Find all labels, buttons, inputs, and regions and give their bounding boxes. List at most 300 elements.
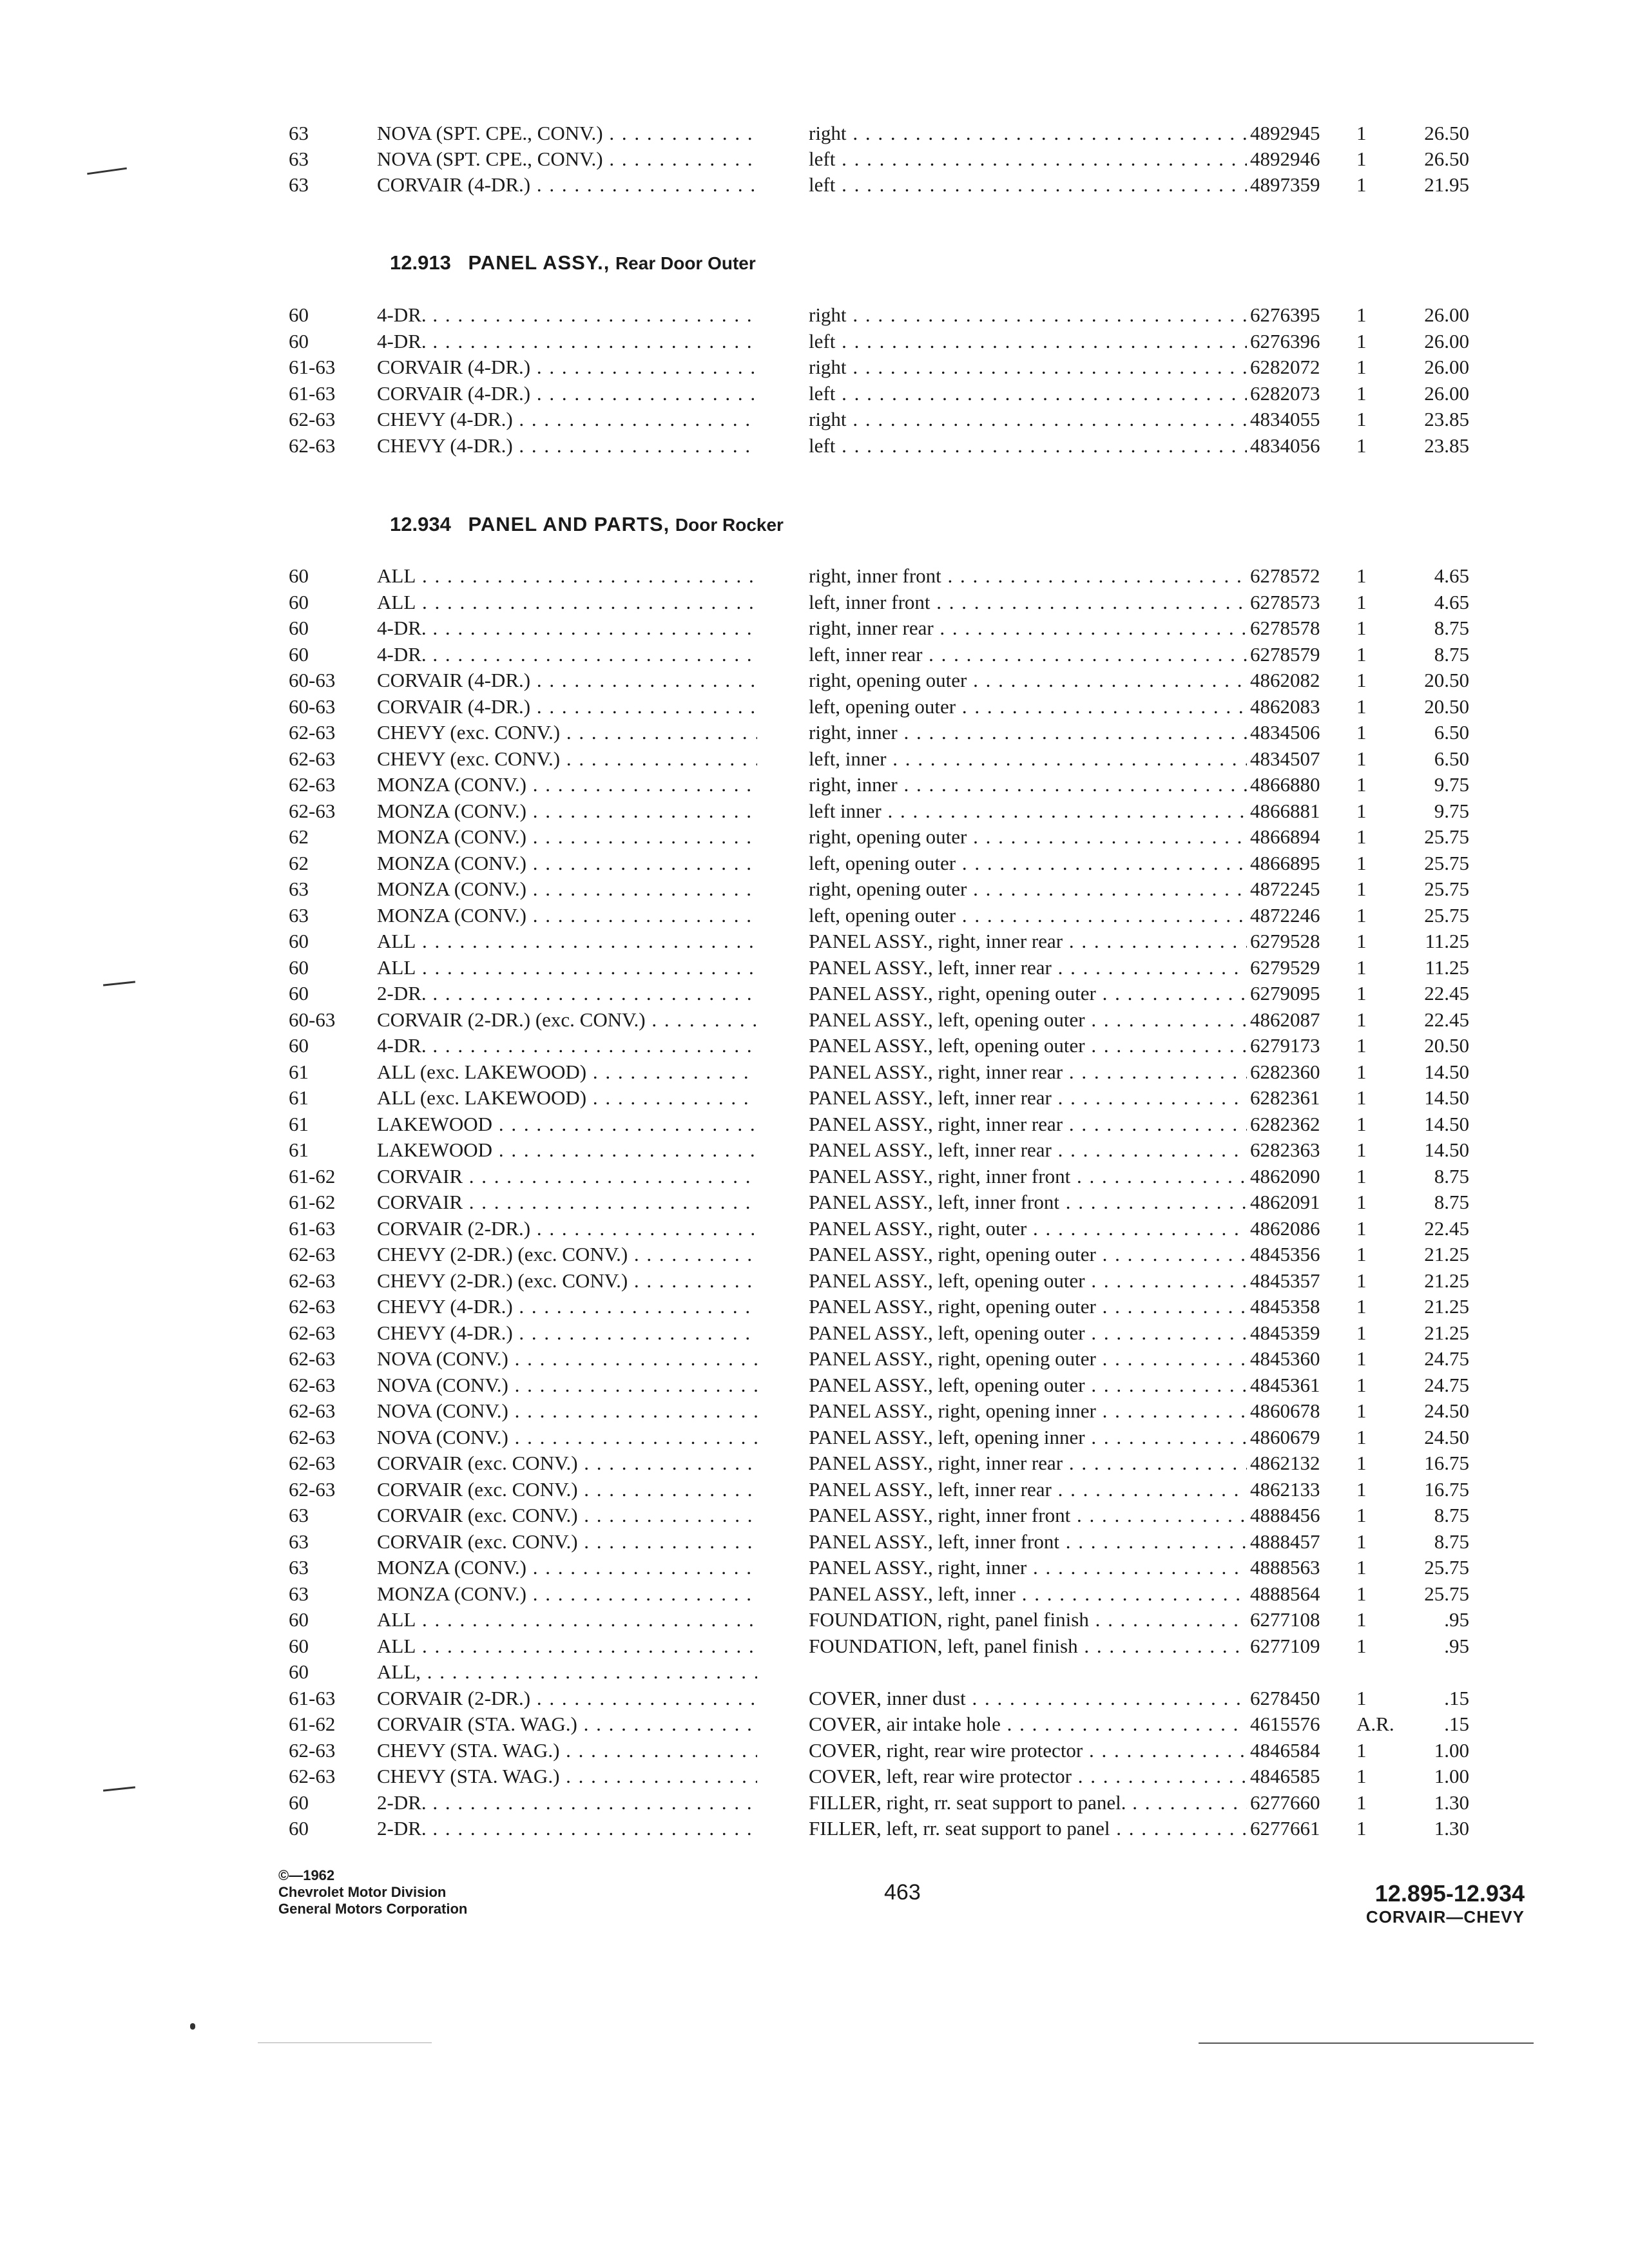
table-row xyxy=(0,563,1629,589)
year: 62-63 xyxy=(289,721,336,744)
model: CORVAIR (exc. CONV.) . . . xyxy=(377,1529,757,1555)
part-number: 4834506 xyxy=(1250,721,1320,744)
quantity: 1 xyxy=(1356,695,1367,718)
description: left, opening outer . . . xyxy=(809,850,1247,876)
table-row xyxy=(0,381,1629,407)
description: left inner . . . xyxy=(809,798,1247,824)
quantity: 1 xyxy=(1356,1765,1367,1787)
price: 14.50 xyxy=(1424,1139,1469,1161)
table-row xyxy=(0,1398,1629,1424)
description: left, inner . . . xyxy=(809,746,1247,772)
table-row xyxy=(0,1059,1629,1085)
price: 26.50 xyxy=(1424,122,1469,144)
part-number: 4846584 xyxy=(1250,1738,1320,1762)
quantity: 1 xyxy=(1356,303,1367,326)
part-number: 6282073 xyxy=(1250,381,1320,405)
model: CORVAIR (4-DR.) . . . xyxy=(377,354,757,380)
model: MONZA (CONV.) . . . xyxy=(377,903,757,928)
section-header-12-913 xyxy=(390,251,756,274)
price: 9.75 xyxy=(1434,773,1469,796)
table-row xyxy=(0,772,1629,798)
model: NOVA (SPT. CPE., CONV.) . . . xyxy=(377,146,757,172)
price: .95 xyxy=(1444,1608,1469,1631)
price: 8.75 xyxy=(1434,1530,1469,1553)
model: 4-DR. . . . xyxy=(377,329,757,354)
quantity: 1 xyxy=(1356,1060,1367,1083)
year: 63 xyxy=(289,1530,309,1553)
table-row xyxy=(0,433,1629,459)
table-row xyxy=(0,1607,1629,1633)
part-number: 6278573 xyxy=(1250,590,1320,613)
part-number: 4892945 xyxy=(1250,122,1320,144)
table-row xyxy=(0,903,1629,928)
part-number: 4862083 xyxy=(1250,695,1320,718)
description: PANEL ASSY., right, opening outer . . . xyxy=(809,981,1247,1006)
table-row xyxy=(0,1137,1629,1163)
table-row xyxy=(0,329,1629,354)
quantity: 1 xyxy=(1356,642,1367,666)
price: 4.65 xyxy=(1434,564,1469,587)
description: right . . . xyxy=(809,354,1247,380)
quantity: 1 xyxy=(1356,1530,1367,1553)
price: 1.00 xyxy=(1434,1738,1469,1762)
part-number: 6278579 xyxy=(1250,642,1320,666)
quantity: 1 xyxy=(1356,1191,1367,1213)
year: 63 xyxy=(289,903,309,927)
table-row xyxy=(0,1763,1629,1789)
part-number: 6279528 xyxy=(1250,930,1320,952)
table-row xyxy=(0,1711,1629,1737)
price: 8.75 xyxy=(1434,1504,1469,1526)
part-number: 4845358 xyxy=(1250,1295,1320,1318)
table-row xyxy=(0,955,1629,981)
description: left, inner front . . . xyxy=(809,590,1247,615)
description: PANEL ASSY., right, opening outer . . . xyxy=(809,1346,1247,1372)
year: 63 xyxy=(289,1556,309,1579)
quantity: 1 xyxy=(1356,1008,1367,1031)
description: right . . . xyxy=(809,407,1247,432)
description: FILLER, right, rr. seat support to panel. . . . xyxy=(809,1790,1247,1816)
year: 62-63 xyxy=(289,773,336,796)
description: left . . . xyxy=(809,146,1247,172)
table-row xyxy=(0,1581,1629,1607)
quantity: 1 xyxy=(1356,173,1367,196)
price: 6.50 xyxy=(1434,721,1469,744)
price: 14.50 xyxy=(1424,1060,1469,1083)
year: 60 xyxy=(289,329,309,352)
model: CHEVY (exc. CONV.) . . . xyxy=(377,746,757,772)
quantity: 1 xyxy=(1356,1112,1367,1135)
price: .15 xyxy=(1444,1686,1469,1709)
quantity: 1 xyxy=(1356,1582,1367,1605)
part-number: 4860679 xyxy=(1250,1425,1320,1448)
year: 61 xyxy=(289,1060,309,1083)
quantity: 1 xyxy=(1356,1216,1367,1240)
year: 60 xyxy=(289,590,309,613)
model: NOVA (CONV.) . . . xyxy=(377,1425,757,1450)
part-number: 4845357 xyxy=(1250,1269,1320,1292)
part-number: 4897359 xyxy=(1250,173,1320,196)
description: PANEL ASSY., left, inner . . . xyxy=(809,1581,1247,1607)
quantity: 1 xyxy=(1356,1452,1367,1474)
price: 21.95 xyxy=(1424,173,1469,196)
description: PANEL ASSY., left, inner front . . . xyxy=(809,1529,1247,1555)
model: CORVAIR . . . xyxy=(377,1189,757,1215)
copyright: ©—1962 xyxy=(278,1867,335,1883)
year: 61-63 xyxy=(289,1216,336,1240)
price: 24.75 xyxy=(1424,1373,1469,1396)
quantity: 1 xyxy=(1356,356,1367,378)
quantity: 1 xyxy=(1356,1086,1367,1109)
price: 23.85 xyxy=(1424,434,1469,457)
year: 63 xyxy=(289,1504,309,1526)
quantity: 1 xyxy=(1356,1791,1367,1814)
model: NOVA (CONV.) . . . xyxy=(377,1398,757,1424)
part-number: 4862090 xyxy=(1250,1164,1320,1187)
year: 63 xyxy=(289,1582,309,1605)
model: MONZA (CONV.) . . . xyxy=(377,1581,757,1607)
quantity: 1 xyxy=(1356,1243,1367,1265)
model: ALL . . . xyxy=(377,590,757,615)
year: 60 xyxy=(289,1791,309,1814)
part-number: 6277661 xyxy=(1250,1817,1320,1840)
table-row xyxy=(0,1372,1629,1398)
table-row xyxy=(0,850,1629,876)
part-number: 4888564 xyxy=(1250,1582,1320,1605)
quantity: 1 xyxy=(1356,930,1367,952)
price: 26.00 xyxy=(1424,303,1469,326)
part-number: 4862086 xyxy=(1250,1216,1320,1240)
quantity: 1 xyxy=(1356,329,1367,352)
description: PANEL ASSY., right, opening outer . . . xyxy=(809,1294,1247,1320)
quantity: 1 xyxy=(1356,747,1367,770)
part-number: 4846585 xyxy=(1250,1765,1320,1787)
table-row xyxy=(0,120,1629,146)
quantity: 1 xyxy=(1356,1399,1367,1422)
price: 25.75 xyxy=(1424,851,1469,874)
quantity: 1 xyxy=(1356,773,1367,796)
quantity: 1 xyxy=(1356,1347,1367,1370)
table-row xyxy=(0,981,1629,1006)
table-row xyxy=(0,1268,1629,1294)
price: 24.75 xyxy=(1424,1347,1469,1370)
year: 62 xyxy=(289,851,309,874)
quantity: 1 xyxy=(1356,1608,1367,1631)
year: 60 xyxy=(289,1660,309,1683)
part-number: 4872246 xyxy=(1250,903,1320,927)
year: 60 xyxy=(289,1817,309,1840)
part-number: 6276395 xyxy=(1250,303,1320,326)
part-number: 4862132 xyxy=(1250,1452,1320,1474)
description: right . . . xyxy=(809,302,1247,328)
year: 61 xyxy=(289,1086,309,1109)
price: 8.75 xyxy=(1434,617,1469,639)
page-number: 463 xyxy=(884,1880,921,1905)
quantity: 1 xyxy=(1356,1634,1367,1657)
description: left, inner rear . . . xyxy=(809,642,1247,668)
description: PANEL ASSY., left, inner rear . . . xyxy=(809,1137,1247,1163)
model: CHEVY (2-DR.) (exc. CONV.) . . . xyxy=(377,1268,757,1294)
price: 16.75 xyxy=(1424,1477,1469,1501)
part-number: 4862133 xyxy=(1250,1477,1320,1501)
model-range: CORVAIR—CHEVY xyxy=(1365,1907,1525,1927)
model: ALL . . . xyxy=(377,563,757,589)
table-row xyxy=(0,746,1629,772)
description: PANEL ASSY., right, inner . . . xyxy=(809,1555,1247,1581)
part-number: 4834507 xyxy=(1250,747,1320,770)
description: left, opening outer . . . xyxy=(809,903,1247,928)
year: 61 xyxy=(289,1112,309,1135)
price: 26.00 xyxy=(1424,329,1469,352)
price: 22.45 xyxy=(1424,982,1469,1004)
part-number: 4862082 xyxy=(1250,669,1320,691)
footer-publisher xyxy=(278,1867,467,1917)
description: PANEL ASSY., right, inner rear . . . xyxy=(809,1450,1247,1476)
description: PANEL ASSY., right, inner rear . . . xyxy=(809,1059,1247,1085)
table-row xyxy=(0,354,1629,380)
year: 63 xyxy=(289,878,309,900)
part-number: 4892946 xyxy=(1250,148,1320,170)
description: right, opening outer . . . xyxy=(809,876,1247,902)
model: MONZA (CONV.) . . . xyxy=(377,798,757,824)
part-number: 6282363 xyxy=(1250,1139,1320,1161)
model: CHEVY (STA. WAG.) . . . xyxy=(377,1763,757,1789)
model: MONZA (CONV.) . . . xyxy=(377,876,757,902)
price: 26.00 xyxy=(1424,381,1469,405)
price: 8.75 xyxy=(1434,642,1469,666)
year: 62-63 xyxy=(289,1452,336,1474)
model: 4-DR. . . . xyxy=(377,642,757,668)
model: 2-DR. . . . xyxy=(377,1790,757,1816)
part-number: 6277660 xyxy=(1250,1791,1320,1814)
year: 63 xyxy=(289,173,309,196)
year: 62-63 xyxy=(289,1269,336,1292)
model: ALL, . . . xyxy=(377,1659,757,1685)
quantity: 1 xyxy=(1356,669,1367,691)
table-row xyxy=(0,1111,1629,1137)
model: ALL . . . xyxy=(377,928,757,954)
part-number: 4845361 xyxy=(1250,1373,1320,1396)
part-number: 4872245 xyxy=(1250,878,1320,900)
part-number: 4615576 xyxy=(1250,1713,1320,1735)
model: CORVAIR (2-DR.) (exc. CONV.) . . . xyxy=(377,1007,757,1033)
quantity: 1 xyxy=(1356,956,1367,979)
price: 26.00 xyxy=(1424,356,1469,378)
table-row xyxy=(0,1294,1629,1320)
model: 4-DR. . . . xyxy=(377,1033,757,1059)
year: 61-63 xyxy=(289,1686,336,1709)
part-number: 4860678 xyxy=(1250,1399,1320,1422)
part-number: 4834055 xyxy=(1250,408,1320,430)
price: 25.75 xyxy=(1424,1582,1469,1605)
year: 62-63 xyxy=(289,747,336,770)
price: 1.00 xyxy=(1434,1765,1469,1787)
part-number: 4845360 xyxy=(1250,1347,1320,1370)
model: CHEVY (4-DR.) . . . xyxy=(377,407,757,432)
footer-range xyxy=(1366,1880,1525,1927)
table-row xyxy=(0,302,1629,328)
year: 62-63 xyxy=(289,434,336,457)
part-number: 4845356 xyxy=(1250,1243,1320,1265)
quantity: 1 xyxy=(1356,1738,1367,1762)
model: CORVAIR (4-DR.) . . . xyxy=(377,381,757,407)
description: FOUNDATION, left, panel finish . . . xyxy=(809,1633,1247,1659)
part-number: 4888456 xyxy=(1250,1504,1320,1526)
part-number: 4888563 xyxy=(1250,1556,1320,1579)
quantity: 1 xyxy=(1356,851,1367,874)
model: ALL . . . xyxy=(377,1633,757,1659)
part-number: 4866880 xyxy=(1250,773,1320,796)
part-number: 4845359 xyxy=(1250,1321,1320,1344)
quantity: 1 xyxy=(1356,878,1367,900)
table-row xyxy=(0,1529,1629,1555)
description: COVER, air intake hole . . . xyxy=(809,1711,1247,1737)
description: PANEL ASSY., left, inner rear . . . xyxy=(809,1085,1247,1111)
table-row xyxy=(0,1738,1629,1763)
description: FOUNDATION, right, panel finish . . . xyxy=(809,1607,1247,1633)
description: left . . . xyxy=(809,172,1247,198)
table-row xyxy=(0,615,1629,641)
quantity: 1 xyxy=(1356,1373,1367,1396)
year: 61-63 xyxy=(289,381,336,405)
price: 1.30 xyxy=(1434,1791,1469,1814)
part-number: 4862091 xyxy=(1250,1191,1320,1213)
model: CHEVY (2-DR.) (exc. CONV.) . . . xyxy=(377,1242,757,1267)
year: 60 xyxy=(289,930,309,952)
table-row xyxy=(0,1503,1629,1528)
model: MONZA (CONV.) . . . xyxy=(377,772,757,798)
description: PANEL ASSY., left, opening outer . . . xyxy=(809,1372,1247,1398)
quantity: 1 xyxy=(1356,825,1367,848)
quantity: 1 xyxy=(1356,1556,1367,1579)
description: PANEL ASSY., right, inner front . . . xyxy=(809,1164,1247,1189)
table-row xyxy=(0,1659,1629,1685)
model: 4-DR. . . . xyxy=(377,615,757,641)
description: PANEL ASSY., left, inner rear . . . xyxy=(809,955,1247,981)
part-number: 6278572 xyxy=(1250,564,1320,587)
year: 62 xyxy=(289,825,309,848)
part-number: 6278578 xyxy=(1250,617,1320,639)
part-number: 6278450 xyxy=(1250,1686,1320,1709)
model: MONZA (CONV.) . . . xyxy=(377,824,757,850)
table-row xyxy=(0,1450,1629,1476)
table-row xyxy=(0,694,1629,720)
model: ALL . . . xyxy=(377,955,757,981)
price: 20.50 xyxy=(1424,695,1469,718)
quantity: 1 xyxy=(1356,903,1367,927)
table-row xyxy=(0,1633,1629,1659)
price: 6.50 xyxy=(1434,747,1469,770)
scan-dot xyxy=(190,2023,195,2030)
quantity: 1 xyxy=(1356,564,1367,587)
description: PANEL ASSY., right, inner rear . . . xyxy=(809,928,1247,954)
quantity: 1 xyxy=(1356,1034,1367,1057)
quantity: 1 xyxy=(1356,982,1367,1004)
part-number: 6282362 xyxy=(1250,1112,1320,1135)
year: 63 xyxy=(289,148,309,170)
corporation: General Motors Corporation xyxy=(278,1901,468,1917)
model: ALL (exc. LAKEWOOD) . . . xyxy=(377,1059,757,1085)
price: .95 xyxy=(1444,1634,1469,1657)
model: LAKEWOOD . . . xyxy=(377,1111,757,1137)
quantity: 1 xyxy=(1356,1504,1367,1526)
description: PANEL ASSY., left, inner rear . . . xyxy=(809,1477,1247,1503)
model: ALL . . . xyxy=(377,1607,757,1633)
section-label: PANEL ASSY., xyxy=(468,251,610,274)
description: PANEL ASSY., left, opening outer . . . xyxy=(809,1007,1247,1033)
year: 60-63 xyxy=(289,669,336,691)
description: PANEL ASSY., right, inner front . . . xyxy=(809,1503,1247,1528)
part-number: 6282360 xyxy=(1250,1060,1320,1083)
table-row xyxy=(0,1216,1629,1242)
year: 60-63 xyxy=(289,695,336,718)
year: 60-63 xyxy=(289,1008,336,1031)
year: 60 xyxy=(289,564,309,587)
section-header-12-934 xyxy=(390,513,784,536)
quantity: 1 xyxy=(1356,1817,1367,1840)
year: 61-62 xyxy=(289,1191,336,1213)
table-row xyxy=(0,1320,1629,1346)
year: 60 xyxy=(289,1608,309,1631)
table-row xyxy=(0,1189,1629,1215)
part-number: 6277108 xyxy=(1250,1608,1320,1631)
model: CORVAIR (exc. CONV.) . . . xyxy=(377,1503,757,1528)
part-number: 6282072 xyxy=(1250,356,1320,378)
price: 9.75 xyxy=(1434,799,1469,822)
model: CORVAIR (4-DR.) . . . xyxy=(377,172,757,198)
price: 22.45 xyxy=(1424,1216,1469,1240)
description: right, inner . . . xyxy=(809,772,1247,798)
model: CORVAIR (4-DR.) . . . xyxy=(377,668,757,693)
part-number: 4866881 xyxy=(1250,799,1320,822)
model: CHEVY (4-DR.) . . . xyxy=(377,433,757,459)
quantity: 1 xyxy=(1356,434,1367,457)
description: COVER, inner dust . . . xyxy=(809,1686,1247,1711)
table-row xyxy=(0,1346,1629,1372)
price: 14.50 xyxy=(1424,1086,1469,1109)
description: PANEL ASSY., right, outer . . . xyxy=(809,1216,1247,1242)
table-row xyxy=(0,1033,1629,1059)
table-row xyxy=(0,668,1629,693)
model: CHEVY (exc. CONV.) . . . xyxy=(377,720,757,745)
price: 25.75 xyxy=(1424,825,1469,848)
table-row xyxy=(0,824,1629,850)
table-row xyxy=(0,1790,1629,1816)
part-number: 6279095 xyxy=(1250,982,1320,1004)
quantity: 1 xyxy=(1356,381,1367,405)
year: 60 xyxy=(289,982,309,1004)
table-row xyxy=(0,590,1629,615)
year: 61-62 xyxy=(289,1713,336,1735)
price: .15 xyxy=(1444,1713,1469,1735)
section-range: 12.895-12.934 xyxy=(1374,1880,1525,1907)
quantity: 1 xyxy=(1356,1295,1367,1318)
year: 60 xyxy=(289,1034,309,1057)
quantity: 1 xyxy=(1356,1477,1367,1501)
model: NOVA (SPT. CPE., CONV.) . . . xyxy=(377,120,757,146)
price: 11.25 xyxy=(1425,956,1469,979)
table-row xyxy=(0,1425,1629,1450)
year: 62-63 xyxy=(289,1477,336,1501)
part-number: 4862087 xyxy=(1250,1008,1320,1031)
model: CORVAIR (4-DR.) . . . xyxy=(377,694,757,720)
description: PANEL ASSY., right, inner rear . . . xyxy=(809,1111,1247,1137)
part-number: 4834056 xyxy=(1250,434,1320,457)
price: 24.50 xyxy=(1424,1399,1469,1422)
part-number: 6279529 xyxy=(1250,956,1320,979)
division: Chevrolet Motor Division xyxy=(278,1884,447,1900)
year: 62-63 xyxy=(289,1295,336,1318)
